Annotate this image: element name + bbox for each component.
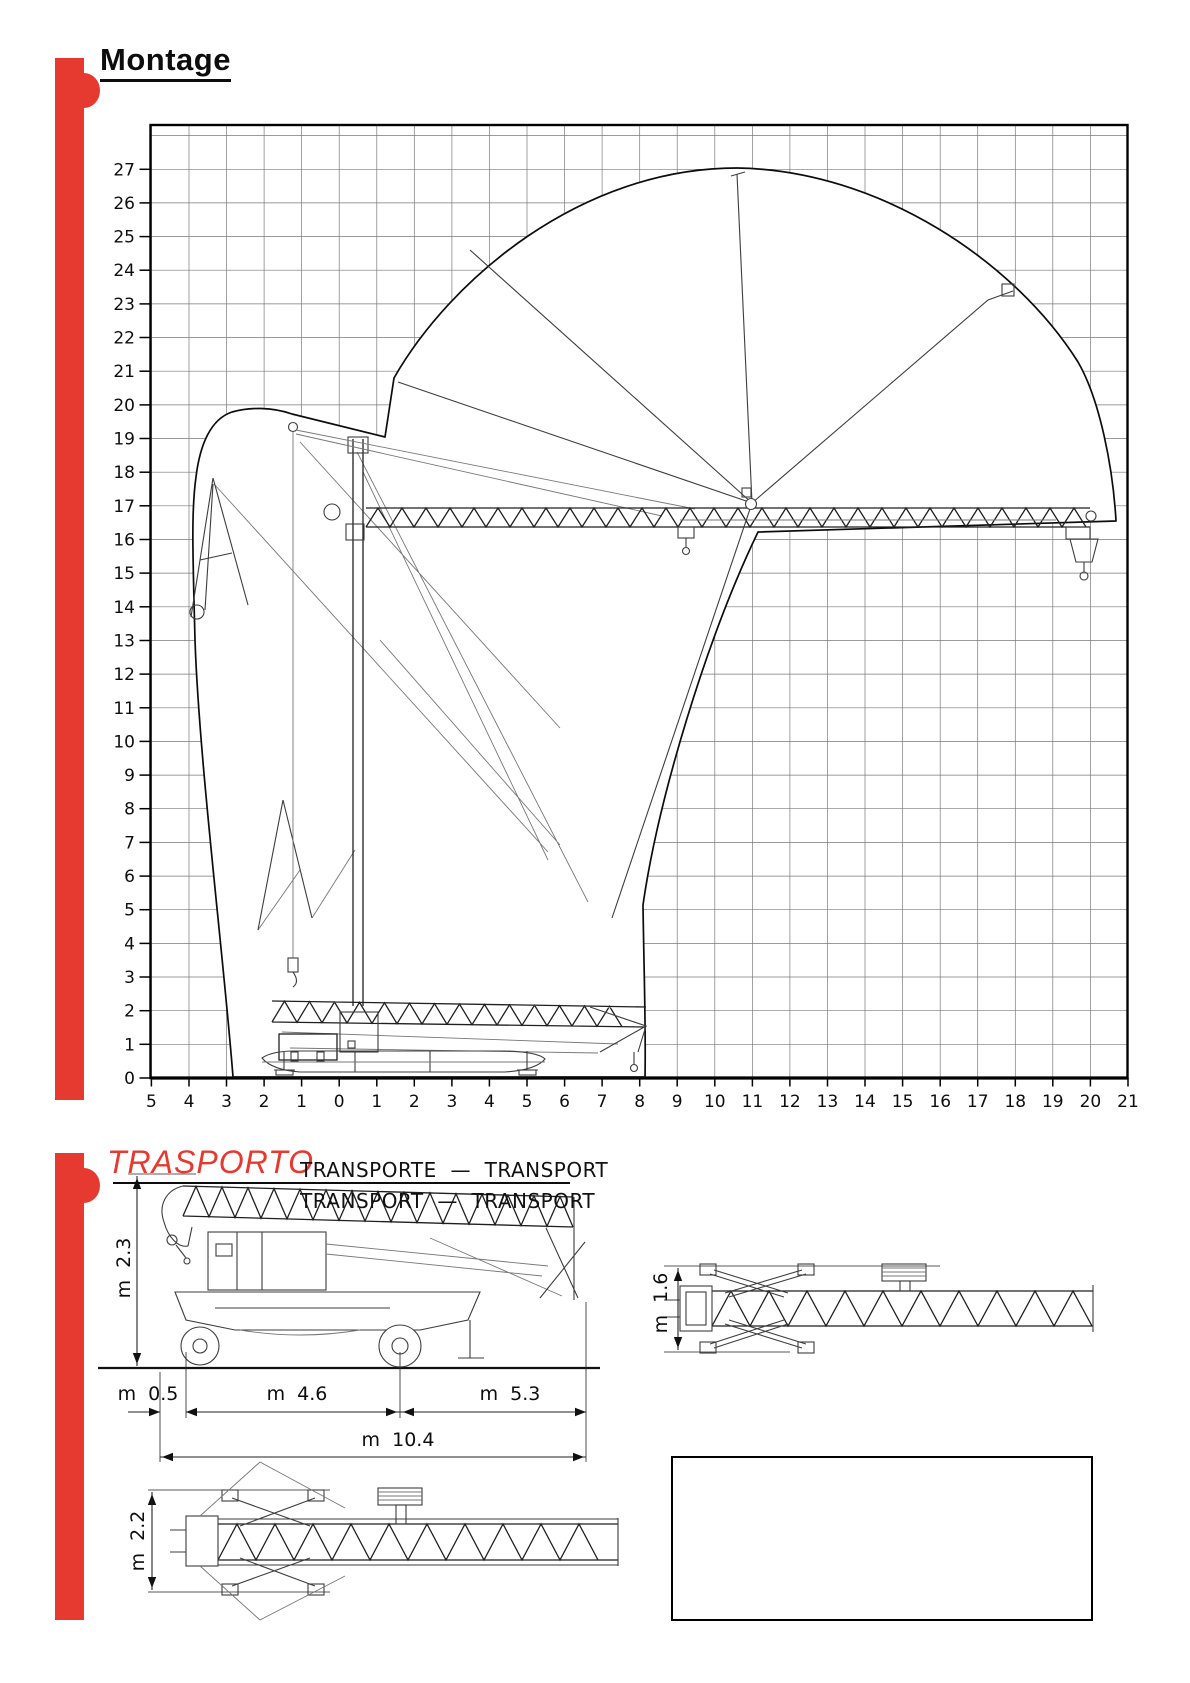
x-axis-tick-label: 18 (1004, 1092, 1027, 1112)
y-axis-tick-label: 7 (124, 833, 135, 854)
y-axis-tick-label: 16 (113, 530, 135, 551)
y-axis-tick-label: 15 (113, 564, 135, 585)
y-axis-tick-label: 1 (124, 1035, 135, 1056)
y-axis-tick-label: 4 (124, 934, 135, 955)
y-axis-tick-label: 23 (113, 294, 135, 315)
x-axis-tick-label: 12 (779, 1092, 801, 1112)
x-axis-tick-label: 6 (559, 1092, 571, 1112)
transport-side-view (98, 1186, 600, 1368)
x-axis-tick-label: 21 (1117, 1092, 1139, 1112)
dim-label-total-length: m 10.4 (361, 1429, 435, 1451)
y-axis-tick-label: 25 (113, 227, 135, 248)
x-axis-tick-label: 7 (596, 1092, 608, 1112)
page-title: Montage (100, 42, 231, 82)
dimension-arrows (133, 1178, 682, 1588)
y-axis-tick-label: 8 (124, 799, 135, 820)
y-axis-tick-label: 20 (113, 395, 135, 416)
dim-label-front-overhang: m 0.5 (117, 1383, 179, 1405)
dim-label-plan-width: m 1.6 (650, 1272, 672, 1334)
y-axis-tick-label: 13 (113, 631, 135, 652)
notes-box (671, 1456, 1093, 1621)
transport-plan-view-bottom (148, 1462, 618, 1620)
x-axis-tick-label: 11 (741, 1092, 764, 1112)
x-axis-tick-label: 8 (634, 1092, 646, 1112)
transport-section-title: TRASPORTO (107, 1144, 314, 1180)
y-axis-tick-label: 12 (113, 665, 135, 686)
y-axis-tick-label: 27 (113, 160, 135, 181)
x-axis-tick-label: 4 (483, 1092, 495, 1112)
y-axis-tick-label: 19 (113, 429, 135, 450)
y-axis-tick-label: 3 (124, 968, 135, 988)
montage-x-labels (146, 1092, 1139, 1112)
y-axis-tick-label: 21 (113, 362, 135, 383)
y-axis-tick-label: 2 (124, 1001, 135, 1022)
dim-label-plan-width-outer: m 2.2 (127, 1510, 149, 1572)
x-axis-tick-label: 15 (891, 1092, 914, 1112)
x-axis-tick-label: 2 (408, 1092, 420, 1112)
y-axis-tick-label: 18 (113, 463, 135, 484)
x-axis-tick-label: 19 (1041, 1092, 1064, 1112)
x-axis-tick-label: 17 (966, 1092, 989, 1112)
y-axis-tick-label: 9 (124, 766, 135, 787)
x-axis-tick-label: 3 (446, 1092, 458, 1112)
x-axis-tick-label: 5 (521, 1092, 533, 1112)
y-axis-tick-label: 17 (113, 496, 135, 517)
dimension-lines (128, 1174, 678, 1590)
x-axis-tick-label: 5 (145, 1092, 157, 1112)
dim-label-axle-spacing: m 4.6 (266, 1383, 328, 1405)
y-axis-tick-label: 10 (113, 732, 135, 753)
dim-label-height: m 2.3 (113, 1237, 135, 1299)
x-axis-tick-label: 1 (296, 1092, 308, 1112)
y-axis-tick-label: 0 (124, 1069, 135, 1089)
x-axis-tick-label: 9 (671, 1092, 683, 1112)
y-axis-tick-label: 11 (113, 698, 135, 719)
x-axis-tick-label: 10 (703, 1092, 726, 1112)
y-axis-tick-label: 14 (113, 597, 135, 618)
transport-plan-view-right (664, 1264, 1093, 1353)
x-axis-tick-label: 13 (816, 1092, 839, 1112)
x-axis-tick-label: 3 (221, 1092, 232, 1112)
transport-title-divider (113, 1182, 570, 1184)
y-axis-tick-label: 22 (113, 328, 135, 349)
x-axis-tick-label: 4 (183, 1092, 195, 1112)
y-axis-tick-label: 24 (113, 261, 135, 282)
x-axis-tick-label: 1 (371, 1092, 383, 1112)
y-axis-tick-label: 6 (124, 867, 135, 888)
dim-label-rear-section: m 5.3 (479, 1383, 541, 1405)
x-axis-tick-label: 16 (929, 1092, 952, 1112)
x-axis-tick-label: 14 (854, 1092, 876, 1112)
transport-subtitle-bottom: TRANSPORT — TRANSPORT (300, 1189, 596, 1213)
x-axis-tick-label: 0 (333, 1092, 345, 1112)
montage-y-labels (113, 160, 135, 1089)
x-axis-tick-label: 20 (1079, 1092, 1102, 1112)
transport-subtitle-top: TRANSPORTE — TRANSPORT (300, 1158, 609, 1182)
y-axis-tick-label: 26 (113, 193, 135, 214)
x-axis-tick-label: 2 (258, 1092, 270, 1112)
y-axis-tick-label: 5 (124, 900, 135, 921)
